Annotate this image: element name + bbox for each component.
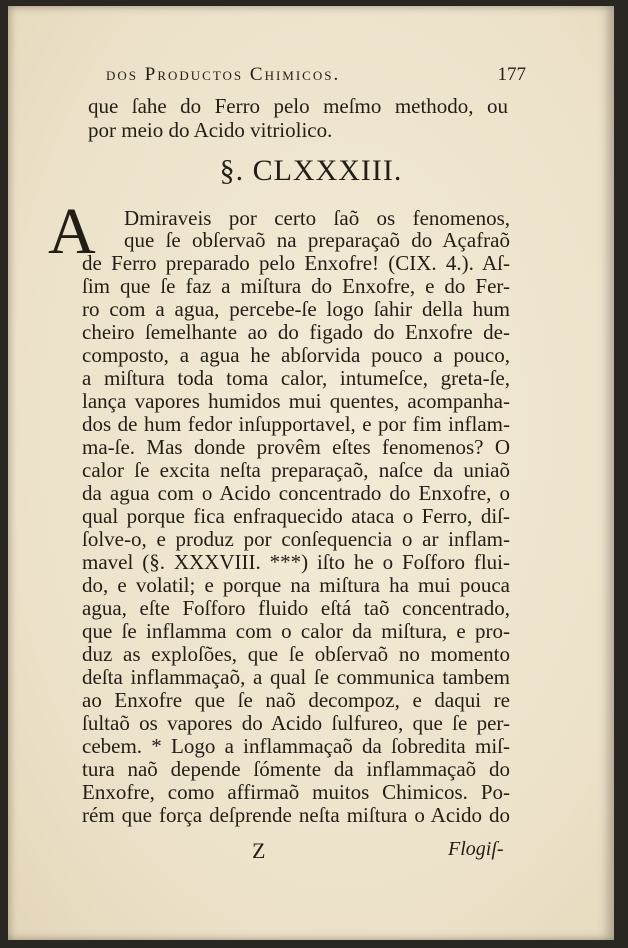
body-line: ſolve-o, e produz por conſequencia o ar inflam- — [82, 527, 510, 551]
body-line: agua, eſte Foſforo fluido eſtá taõ concentrado, — [82, 596, 510, 620]
body-line: ao Enxofre que ſe naõ decompoz, e daqui re — [82, 688, 510, 712]
signature-mark: Z — [252, 838, 266, 863]
body-line: Enxofre, como affirmaõ muitos Chimicos. Po- — [82, 780, 510, 804]
running-header — [106, 64, 526, 92]
body-line: deſta inflammaçaõ, a qual ſe communica tambem — [82, 665, 510, 689]
body-line: rém que força deſprende neſta miſtura o Acido do — [82, 803, 510, 827]
body-line: a miſtura toda toma calor, intumeſce, greta-ſe, — [82, 366, 510, 390]
body-line: de Ferro preparado pelo Enxofre! (CIX. 4.). Aſ- — [82, 251, 510, 275]
body-line: cheiro ſemelhante ao do figado do Enxofre de- — [82, 320, 510, 344]
body-line: ro com a agua, percebe-ſe logo ſahir della hum — [82, 297, 510, 321]
section-heading: §. CLXXXIII. — [219, 154, 403, 187]
body-line: ſultaõ os vapores do Acido ſulfureo, que ſe per- — [82, 711, 510, 735]
intro-line: por meio do Acido vitriolico. — [88, 118, 333, 142]
body-line: Dmiraveis por certo ſaõ os fenomenos, — [124, 206, 510, 230]
body-line: calor ſe excita neſta preparaçaõ, naſce da uniaõ — [82, 458, 510, 482]
body-line: do, e volatil; e porque na miſtura ha mui pouca — [82, 573, 510, 597]
running-title: dos Productos Chimicos. — [106, 64, 341, 85]
catchword: Flogiſ- — [448, 838, 504, 860]
book-page — [8, 6, 614, 940]
body-line: composto, a agua he abſorvida pouco a pouco, — [82, 343, 510, 367]
body-line: lança vapores humidos mui quentes, acompanha- — [82, 389, 510, 413]
drop-cap: A — [48, 195, 96, 268]
body-line: qual porque fica enfraquecido ataca o Ferro, diſ- — [82, 504, 510, 528]
body-line: que ſe obſervaõ na preparaçaõ do Açafraõ — [124, 228, 510, 252]
body-line: tura naõ depende ſómente da inflammaçaõ do — [82, 757, 510, 781]
body-line: duz as exploſões, que ſe obſervaõ no momento — [82, 642, 510, 666]
body-line: ma-ſe. Mas donde provêm eſtes fenomenos? O — [82, 435, 510, 459]
body-line: cebem. * Logo a inflammaçaõ da ſobredita miſ- — [82, 734, 510, 758]
body-line: mavel (§. XXXVIII. ***) iſto he o Foſforo flui- — [82, 550, 510, 574]
intro-line: que ſahe do Ferro pelo meſmo methodo, ou — [88, 94, 508, 118]
body-line: que ſe inflamma com o calor da miſtura, e pro- — [82, 619, 510, 643]
body-line: dos de hum fedor inſupportavel, e por fim inflam- — [82, 412, 510, 436]
page-number: 177 — [497, 64, 526, 85]
body-line: ſim que ſe faz a miſtura do Enxofre, e do Fer- — [82, 274, 510, 298]
body-line: da agua com o Acido concentrado do Enxofre, o — [82, 481, 510, 505]
